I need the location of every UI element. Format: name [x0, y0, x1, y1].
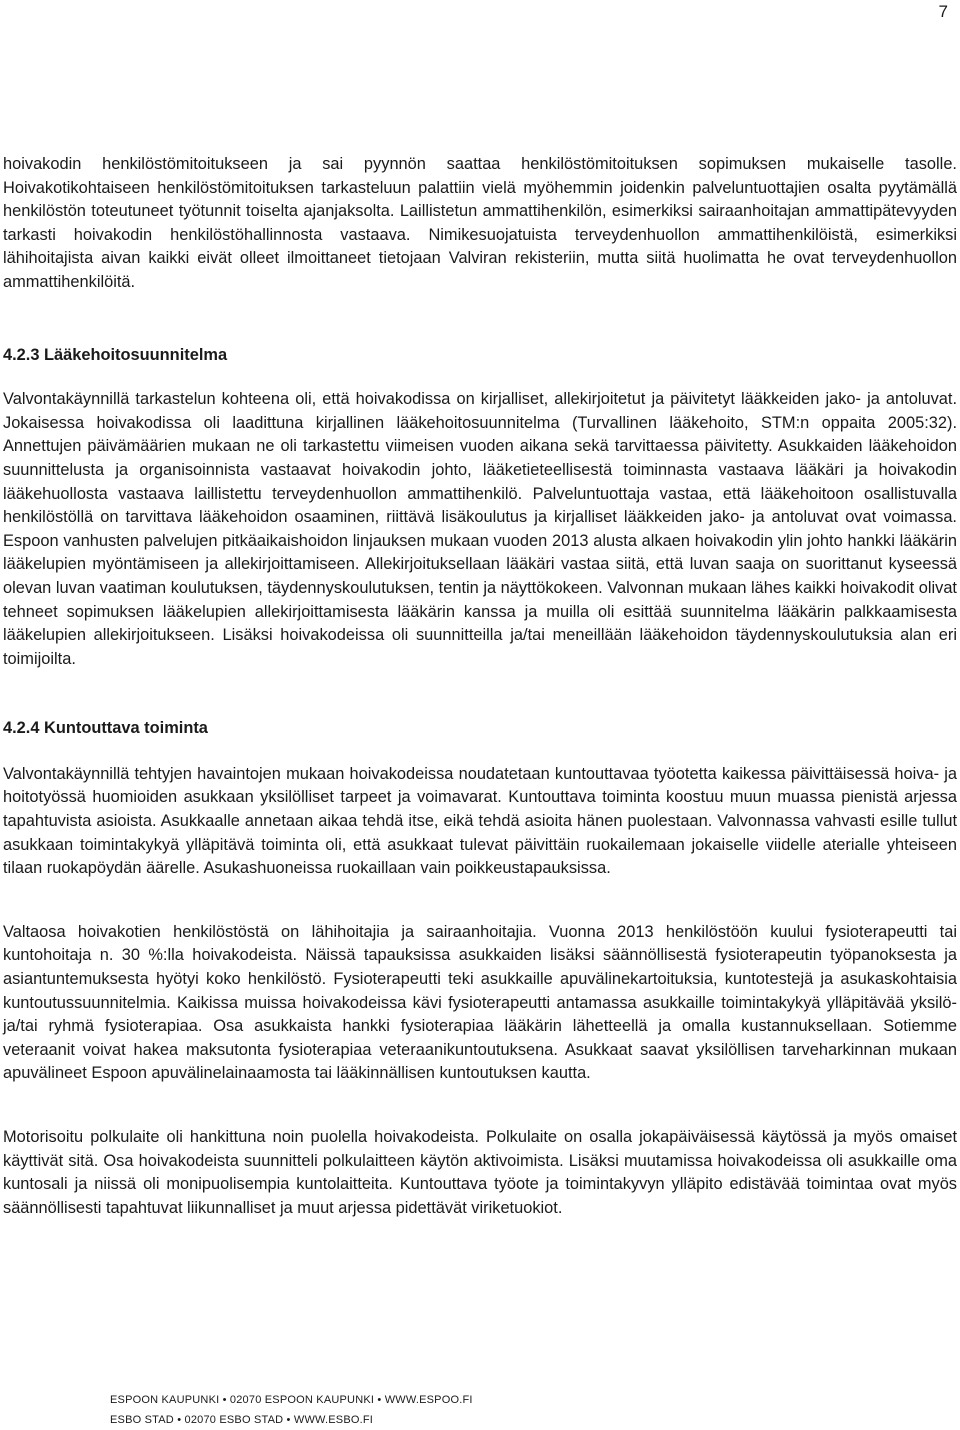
footer-address-finnish: ESPOON KAUPUNKI • 02070 ESPOON KAUPUNKI • WWW.ESPOO.FI	[110, 1394, 473, 1406]
page-footer	[110, 1390, 473, 1430]
paragraph-exercise-equipment: Motorisoitu polkulaite oli hankittuna noin puolella hoivakodeista. Polkulaite on osalla jokapäiväisessä käytössä ja myös omaiset käyttivät sitä. Osa hoivakodeista suunnitteli polkulaitteen käytön aktivoimista. Lisäksi muutamissa hoivakodeissa oli asukkaille oma kuntosali ja niissä oli monipuolisempia kuntolaitteita. Kuntouttava työote ja toimintakyvyn ylläpito edistävää toimintaa ovat myös säännöllisesti tapahtuvat liikunnalliset ja muut arjessa pidettävät viriketuokiot.	[3, 1128, 957, 1217]
paragraph-physiotherapy: Valtaosa hoivakotien henkilöstöstä on lähihoitajia ja sairaanhoitajia. Vuonna 2013 henkilöstöön kuului fysioterapeutti tai kuntohoitaja n. 30 %:lla hoivakodeista. Näissä tapauksissa asukkaiden lisäksi säännöllisestä fysioterapeutin työpanoksesta ja asiantuntemuksesta hyötyi koko henkilöstö. Fysioterapeutti teki asukkaille apuvälinekartoituksia, kuntotestejä ja asukaskohtaisia kuntoutussuunnitelmia. Kaikissa muissa hoivakodeissa kävi fysioterapeutti antamassa asukkaille toimintakykyä ylläpitävää yksilö- ja/tai ryhmä fysioterapiaa. Osa asukkaista hankki fysioterapiaa lääkärin lähetteellä ja omalla kustannuksellaan. Sotiemme veteraanit voivat hakea maksutonta fysioterapiaa veteraanikuntoutuksena. Asukkaat saavat yksilöllisen tarveharkinnan mukaan apuvälineet Espoon apuvälinelainaamosta tai lääkinnällisen kuntoutuksen kautta.	[3, 922, 957, 1083]
footer-address-swedish: ESBO STAD • 02070 ESBO STAD • WWW.ESBO.FI	[110, 1414, 374, 1426]
document-body	[3, 153, 957, 1220]
paragraph-rehabilitation-approach: Valvontakäynnillä tehtyjen havaintojen mukaan hoivakodeissa noudatetaan kuntouttavaa työotetta kaikessa päivittäisessä hoiva- ja hoitotyössä huomioiden asukkaan yksilölliset tarpeet ja voimavarat. Kuntouttava toiminta koostuu muun muassa pienistä arjessa tapahtuvista asioista. Asukkaalle annetaan aikaa tehdä itse, eikä tehdä asioita hänen puolestaan. Valvonnassa vahvasti esille tullut asukkaan toimintakykyä ylläpitävä toiminta oli, että asukkaat tulevat päivittäin ruokailemaan jokaiselle viidelle aterialle yhteiseen tilaan ruokapöydän äärelle. Asukashuoneissa ruokaillaan vain poikkeustapauksissa.	[3, 764, 957, 878]
page-number: 7	[938, 2, 948, 21]
paragraph-staffing: hoivakodin henkilöstömitoitukseen ja sai pyynnön saattaa henkilöstömitoituksen sopimuksen mukaiselle tasolle. Hoivakotikohtaiseen henkilöstömitoituksen tarkasteluun palattiin vielä myöhemmin joidenkin palveluntuottajien osalta pyytämällä henkilöstön toteutuneet työtunnit toiselta ajanjaksolta. Laillistetun ammattihenkilön, esimerkiksi sairaanhoitajan ammattipätevyyden tarkasti hoivakodin henkilöstöhallinnosta vastaava. Nimikesuojatuista terveydenhuollon ammattihenkilöistä, esimerkiksi lähihoitajista aivan kaikki eivät olleet ilmoittaneet tietojaan Valviran rekisteriin, mutta siitä huolimatta he ovat terveydenhuollon ammattihenkilöitä.	[3, 155, 957, 291]
paragraph-medication-plan: Valvontakäynnillä tarkastelun kohteena oli, että hoivakodissa on kirjalliset, allekirjoitetut ja päivitetyt lääkkeiden jako- ja antoluvat. Jokaisessa hoivakodissa oli laadittuna kirjallinen lääkehoitosuunnitelma (Turvallinen lääkehoito, STM:n oppaita 2005:32). Annettujen päivämäärien mukaan ne oli tarkastettu viimeisen vuoden aikana sekä tarvittaessa päivitetty. Asukkaiden lääkehoidon suunnittelusta ja organisoinnista vastaavat hoivakodin johto, lääketieteellisestä toiminnasta vastaava lääkäri ja hoivakodin lääkehuollosta vastaava laillistettu terveydenhuollon ammattihenkilö. Palveluntuottaja vastaa, että lääkehoitoon osallistuvalla henkilöstöllä on tarvittava lääkehoidon osaaminen, riittävä lisäkoulutus ja kirjalliset lääkkeiden jako- ja antoluvat ovat voimassa. Espoon vanhusten palvelujen pitkäaikaishoidon linjauksen mukaan vuoden 2013 alusta alkaen hoivakodin ylin johto hankki lääkärin lääkelupien myöntämiseen ja allekirjoittamiseen. Allekirjoituksellaan lääkäri vastaa siitä, että luvan saaja on suorittanut kyseessä olevan luvan vaatiman koulutuksen, täydennyskoulutuksen, tentin ja näyttökokeen. Valvonnan mukaan lähes kaikki hoivakodit olivat tehneet sopimuksen lääkelupien allekirjoittamisesta lääkärin kanssa ja muilla oli esittää suunnitelma lääkärin palkkaamisesta lääkelupien allekirjoitukseen. Lisäksi hoivakodeissa oli suunnitteilla ja/tai meneillään lääkehoidon täydennyskoulutuksia alan eri toimijoilta.	[3, 390, 957, 668]
section-heading-rehabilitation: 4.2.4 Kuntouttava toiminta	[3, 719, 208, 738]
section-heading-medication-plan: 4.2.3 Lääkehoitosuunnitelma	[3, 345, 228, 364]
